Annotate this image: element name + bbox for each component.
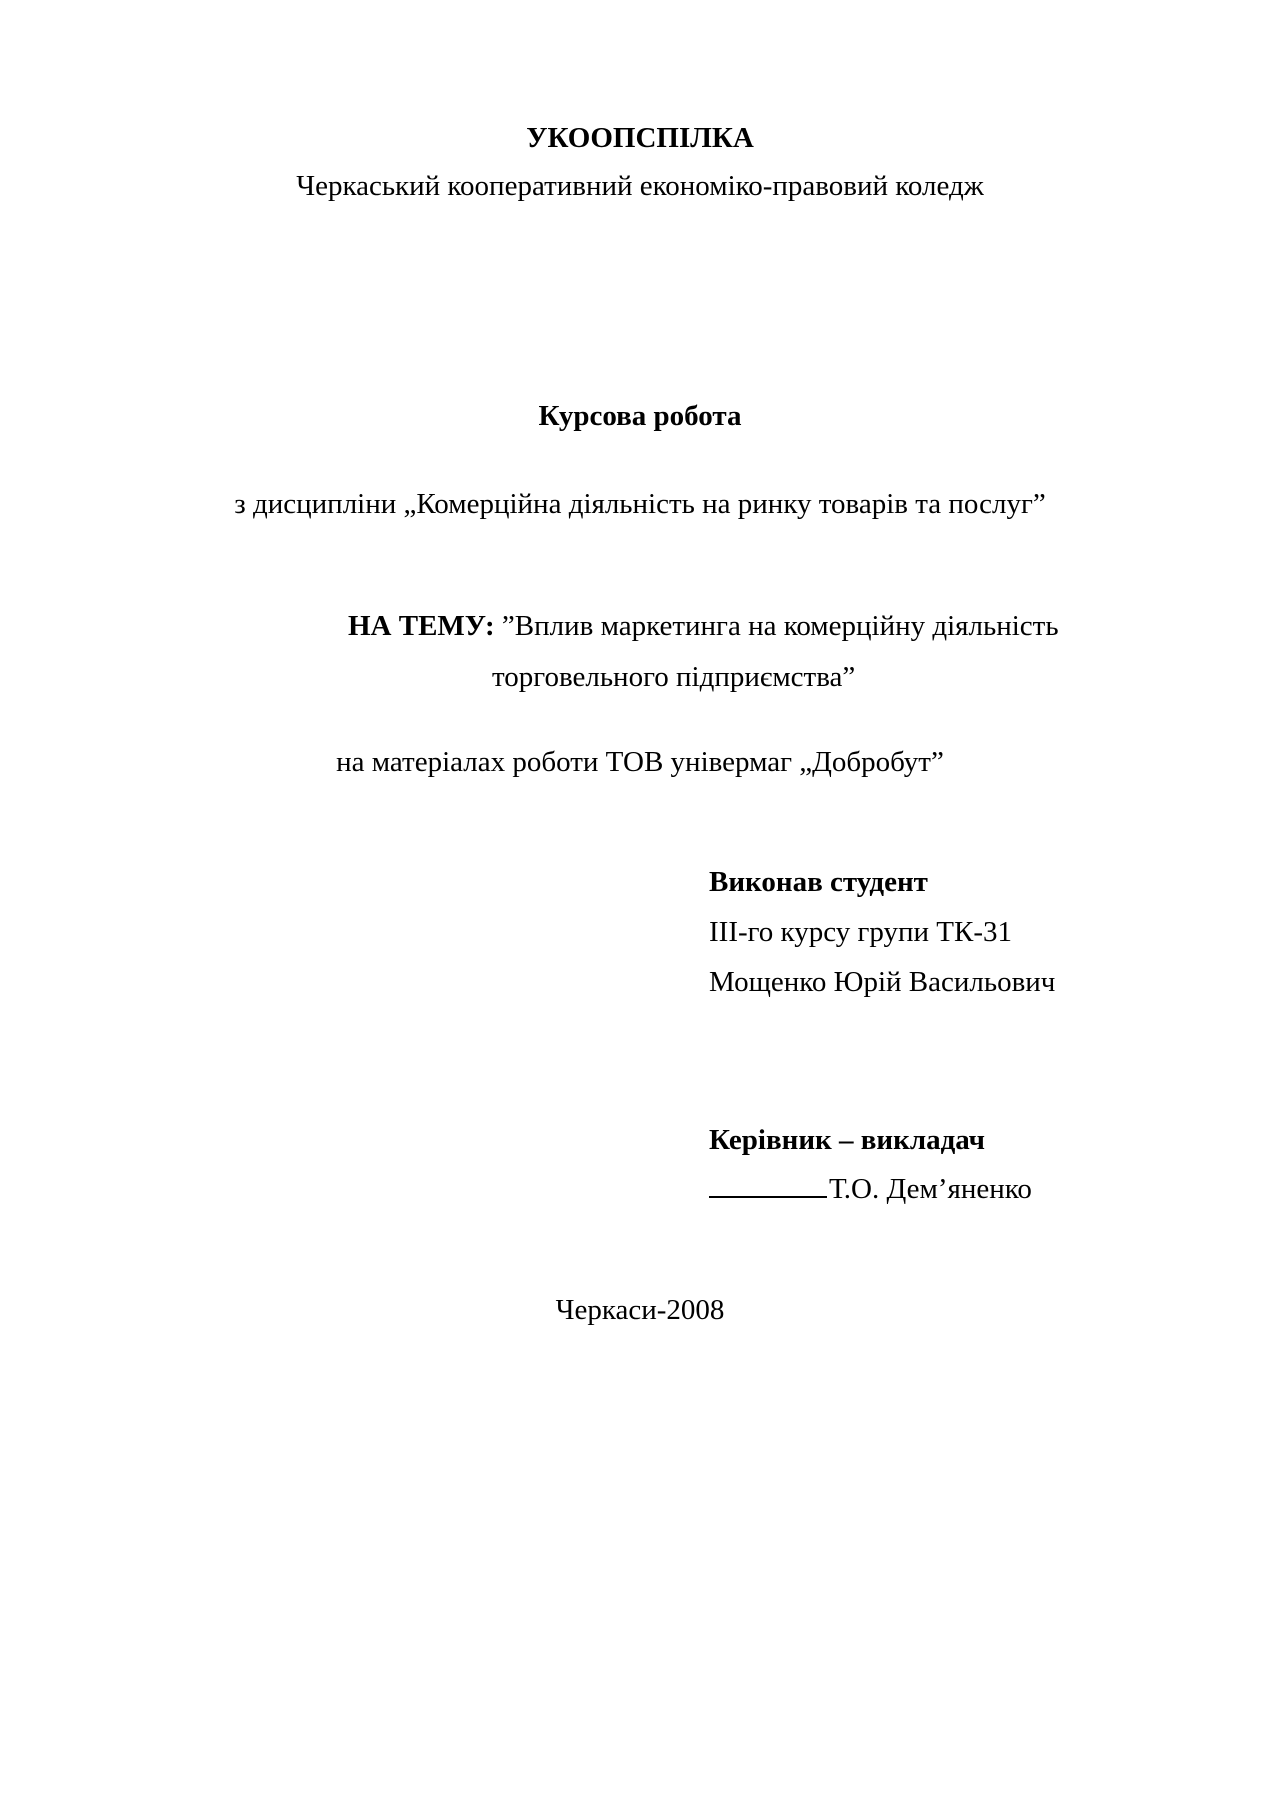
discipline-line: з дисципліни „Комерційна діяльність на ринку товарів та послуг” [234,488,1046,520]
student-course: ІІІ-го курсу групи ТК-31 [709,916,1012,948]
topic-line-1 [348,608,1059,644]
organization-title: УКООПСПІЛКА [526,122,754,154]
college-name: Черкаський кооперативний економіко-правовий коледж [296,170,984,202]
topic-label: НА ТЕМУ: [348,610,495,642]
materials-line: на матеріалах роботи ТОВ універмаг „Добробут” [336,746,944,778]
supervisor-name: Т.О. Дем’яненко [829,1173,1032,1205]
supervisor-signature-line [709,1170,1032,1207]
student-label: Виконав студент [709,866,928,898]
topic-text-1: ”Вплив маркетинга на комерційну діяльність [494,610,1059,642]
city-year: Черкаси-2008 [555,1294,725,1326]
supervisor-label: Керівник – викладач [709,1124,985,1156]
signature-underline [709,1170,827,1198]
work-type-title: Курсова робота [538,400,742,432]
topic-line-2: торговельного підприємства” [492,661,856,693]
student-name: Мощенко Юрій Васильович [709,966,1056,998]
